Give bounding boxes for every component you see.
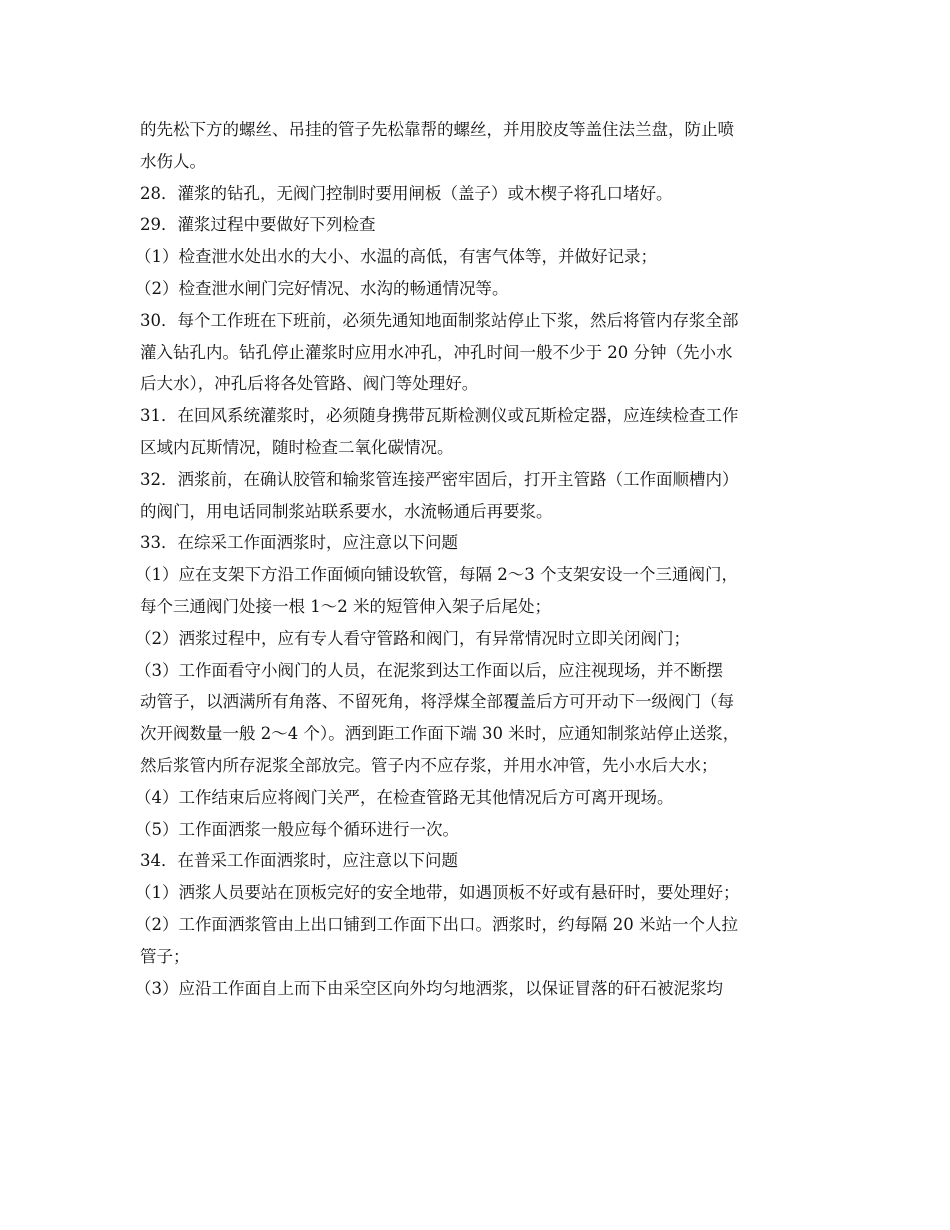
text-line: 34．在普采工作面洒浆时，应注意以下问题 [140,851,458,871]
text-line: 次开阀数量一般 2～4 个）。洒到距工作面下端 30 米时，应通知制浆站停止送浆， [140,724,740,744]
text-line: 后大水），冲孔后将各处管路、阀门等处理好。 [140,374,479,394]
text-line: （5）工作面洒浆一般应每个循环进行一次。 [135,819,459,839]
text-line: 管子； [140,946,190,966]
text-line: 30．每个工作班在下班前，必须先通知地面制浆站停止下浆，然后将管内存浆全部 [140,310,739,330]
text-line: （2）洒浆过程中，应有专人看守管路和阀门，有异常情况时立即关闭阀门； [135,628,690,648]
text-line: 动管子，以洒满所有角落、不留死角，将浮煤全部覆盖后方可开动下一级阀门（每 [140,692,734,712]
document-body [135,114,812,1004]
text-line: 然后浆管内所存泥浆全部放完。管子内不应存浆，并用水冲管，先小水后大水； [140,755,718,775]
text-line: （1）应在支架下方沿工作面倾向铺设软管，每隔 2～3 个支架安设一个三通阀门， [135,565,738,585]
text-line: 的先松下方的螺丝、吊挂的管子先松靠帮的螺丝，并用胶皮等盖住法兰盘，防止喷 [140,120,734,139]
text-line: 每个三通阀门处接一根 1～2 米的短管伸入架子后尾处； [140,596,551,616]
text-line: （1）检查泄水处出水的大小、水温的高低，有害气体等，并做好记录； [135,247,657,267]
text-line: 水伤人。 [140,151,206,171]
text-line: （4）工作结束后应将阀门关严，在检查管路无其他情况后方可离开现场。 [135,787,674,807]
text-line: （3）工作面看守小阀门的人员，在泥浆到达工作面以后，应注视现场，并不断摆 [135,660,723,680]
text-line: 的阀门，用电话同制浆站联系要水，水流畅通后再要浆。 [140,501,553,521]
text-line: 29．灌浆过程中要做好下列检查 [140,215,376,235]
text-line: 31．在回风系统灌浆时，必须随身携带瓦斯检测仪或瓦斯检定器，应连续检查工作 [140,406,739,426]
text-line: 33．在综采工作面洒浆时，应注意以下问题 [140,533,458,553]
text-line: （3）应沿工作面自上而下由采空区向外均匀地洒浆，以保证冒落的矸石被泥浆均 [135,978,723,998]
text-line: 区域内瓦斯情况，随时检查二氧化碳情况。 [140,437,454,457]
text-line: （2）检查泄水闸门完好情况、水沟的畅通情况等。 [135,278,509,298]
text-line: （1）洒浆人员要站在顶板完好的安全地带，如遇顶板不好或有悬矸时，要处理好； [135,883,740,903]
text-line: 28．灌浆的钻孔，无阀门控制时要用闸板（盖子）或木楔子将孔口堵好。 [140,183,673,203]
text-line: 灌入钻孔内。钻孔停止灌浆时应用水冲孔，冲孔时间一般不少于 20 分钟（先小水 [140,342,733,362]
text-line: （2）工作面洒浆管由上出口铺到工作面下出口。洒浆时，约每隔 20 米站一个人拉 [135,914,738,934]
text-line: 32．洒浆前，在确认胶管和输浆管连接严密牢固后，打开主管路（工作面顺槽内） [140,469,739,489]
